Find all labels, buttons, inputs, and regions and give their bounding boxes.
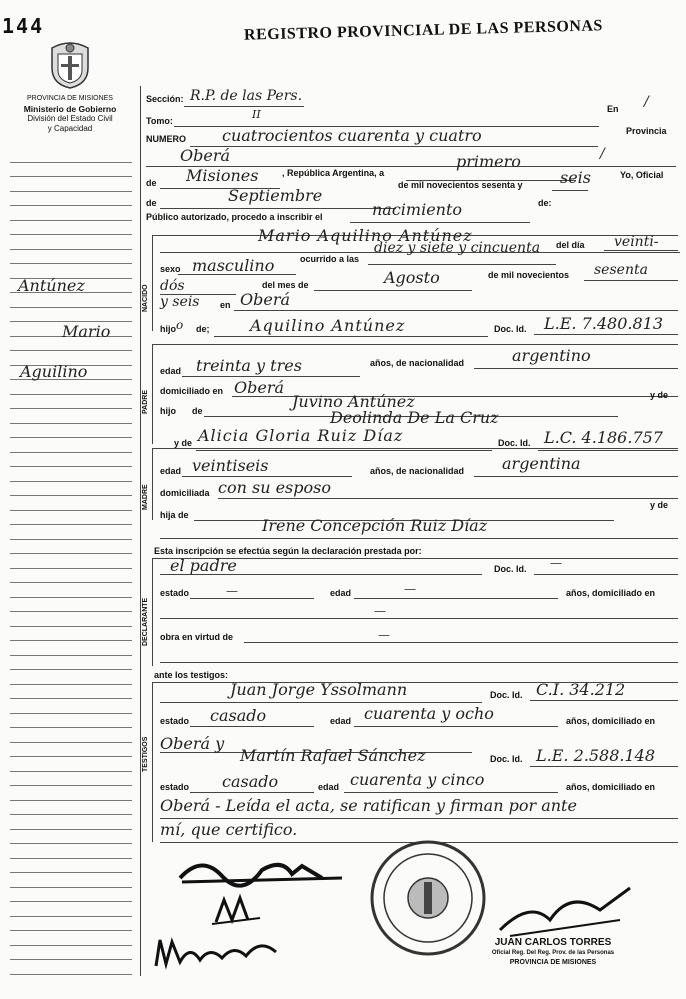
stamp-name: JUAN CARLOS TORRES bbox=[494, 937, 612, 948]
de-label: de bbox=[146, 178, 157, 188]
declarante-dom-value: — bbox=[374, 604, 386, 618]
issuer-division-2: y Capacidad bbox=[47, 124, 93, 133]
provincia-value: Misiones bbox=[186, 166, 259, 185]
de3-label: de: bbox=[538, 198, 552, 208]
issuer-division: División del Estado Civil bbox=[27, 114, 113, 123]
en-nac-label: en bbox=[220, 300, 231, 310]
testigo1-estado-label: estado bbox=[160, 716, 190, 726]
official-seal-icon bbox=[368, 838, 488, 958]
madre-nac-value: argentina bbox=[502, 454, 581, 473]
tomo-value: II bbox=[252, 108, 261, 121]
hora-value: diez y siete y cincuenta bbox=[374, 240, 541, 256]
madre-nac-label: años, de nacionalidad bbox=[370, 466, 465, 476]
testigo2-nombre: Martín Rafael Sánchez bbox=[240, 746, 426, 765]
coat-of-arms-icon bbox=[48, 40, 92, 90]
madre-doc-label: Doc. Id. bbox=[498, 438, 531, 448]
declarante-section-label: DECLARANTE bbox=[142, 597, 149, 646]
hijo-value: o bbox=[176, 318, 184, 332]
hijo-label: hijo bbox=[160, 324, 176, 334]
declarante-obra-value: — bbox=[378, 628, 390, 642]
madre-domicilio-value: con su esposo bbox=[218, 478, 331, 497]
padre-doc-value: L.E. 7.480.813 bbox=[544, 314, 663, 333]
cierre-line-2: mí, que certifico. bbox=[160, 820, 298, 839]
seccion-label: Sección: bbox=[146, 94, 184, 104]
dia2-value: dós bbox=[160, 278, 185, 294]
anio-nac-value: sesenta bbox=[594, 262, 648, 278]
declarante-edad-value: — bbox=[404, 582, 416, 596]
stamp-title: Oficial Reg. Del Reg. Prov. de las Personas bbox=[491, 950, 615, 956]
madre-section-label: MADRE bbox=[142, 484, 149, 510]
margin-divider bbox=[140, 86, 141, 976]
de2-label: de bbox=[146, 198, 157, 208]
signature-1 bbox=[172, 848, 352, 892]
testigo1-edad-label: edad bbox=[330, 716, 352, 726]
declarante-doc-label: Doc. Id. bbox=[494, 564, 527, 574]
padre-de-label: de bbox=[192, 406, 203, 416]
declarante-anios-label: años, domiciliado en bbox=[566, 588, 656, 598]
padre-padre-de: Juvino Antúnez bbox=[292, 392, 415, 411]
declarante-estado-label: estado bbox=[160, 588, 190, 598]
declarante-edad-label: edad bbox=[330, 588, 352, 598]
en-label: En bbox=[607, 104, 619, 114]
signature-2 bbox=[210, 892, 270, 928]
testigo1-estado-value: casado bbox=[210, 706, 267, 725]
signature-3 bbox=[150, 930, 290, 974]
republica-label: , República Argentina, a bbox=[282, 168, 385, 178]
testigo1-edad-value: cuarenta y ocho bbox=[364, 704, 494, 723]
padre-yde-label: y de bbox=[650, 390, 669, 400]
madre-edad-value: veintiseis bbox=[192, 456, 269, 475]
padre-hijo-label: hijo bbox=[160, 406, 176, 416]
testigo2-estado-label: estado bbox=[160, 782, 190, 792]
tomo-label: Tomo: bbox=[146, 116, 173, 126]
padre-section-label: PADRE bbox=[142, 390, 149, 414]
issuer-province: PROVINCIA DE MISIONES bbox=[27, 95, 113, 102]
stamp-province: PROVINCIA DE MISIONES bbox=[509, 959, 597, 966]
mes-nac-value: Agosto bbox=[384, 268, 440, 287]
seccion-value: R.P. de las Pers. bbox=[190, 88, 303, 104]
nacido-section-label: NACIDO bbox=[142, 284, 149, 312]
signature-4 bbox=[490, 880, 640, 940]
declarante-doc-value: — bbox=[550, 556, 562, 570]
anio-nac-label: de mil novecientos bbox=[488, 270, 570, 280]
sexo-label: sexo bbox=[160, 264, 181, 274]
testigos-section-label: TESTIGOS bbox=[142, 736, 149, 772]
padre-nac-value: argentino bbox=[512, 346, 591, 365]
madre-hija-label: hija de bbox=[160, 510, 189, 520]
publico-label: Público autorizado, procedo a inscribir el bbox=[146, 212, 323, 222]
madre-madre-de: Irene Concepción Ruiz Díaz bbox=[262, 516, 488, 535]
lugar-value: Oberá bbox=[180, 146, 231, 165]
testigo1-anios-label: años, domiciliado en bbox=[566, 716, 656, 726]
page-title: REGISTRO PROVINCIAL DE LAS PERSONAS bbox=[243, 17, 604, 44]
issuer-ministry: Ministerio de Gobierno bbox=[23, 104, 117, 114]
oficial-label: Yo, Oficial bbox=[620, 170, 664, 180]
del-dia-label: del día bbox=[556, 240, 585, 250]
testigo2-anios-label: años, domiciliado en bbox=[566, 782, 656, 792]
testigo1-nombre: Juan Jorge Yssolmann bbox=[230, 680, 408, 699]
del-mes-label: del mes de bbox=[262, 280, 309, 290]
testigo2-doc-label: Doc. Id. bbox=[490, 754, 523, 764]
testigo2-edad-label: edad bbox=[318, 782, 340, 792]
issuer-block bbox=[6, 94, 134, 134]
ocurrido-label: ocurrido a las bbox=[300, 254, 360, 264]
declarante-intro: Esta inscripción se efectúa según la declaración prestada por: bbox=[154, 546, 422, 556]
declarante-obra-label: obra en virtud de bbox=[160, 632, 234, 642]
testigo2-doc-value: L.E. 2.588.148 bbox=[536, 746, 655, 765]
testigos-intro: ante los testigos: bbox=[154, 670, 229, 680]
testigo2-edad-value: cuarenta y cinco bbox=[350, 770, 485, 789]
padre-madre-de: Deolinda De La Cruz bbox=[330, 408, 499, 427]
padre-edad-label: edad bbox=[160, 366, 182, 376]
declarante-estado-value: — bbox=[226, 584, 238, 598]
lugar-nac-value: Oberá bbox=[240, 290, 291, 309]
acto-value: nacimiento bbox=[372, 200, 463, 219]
madre-doc-value: L.C. 4.186.757 bbox=[544, 428, 663, 447]
numero-value: cuatrocientos cuarenta y cuatro bbox=[222, 126, 482, 145]
madre-domicilio-label: domiciliada bbox=[160, 488, 210, 498]
dia-nac-value: veinti- bbox=[614, 234, 659, 250]
margin-surname: Antúnez bbox=[18, 276, 85, 295]
mes-value: Septiembre bbox=[228, 186, 323, 205]
provincia-label: Provincia bbox=[626, 126, 667, 136]
anio-value: seis bbox=[560, 168, 592, 187]
madre-edad-label: edad bbox=[160, 466, 182, 476]
padre-domicilio-value: Oberá bbox=[234, 378, 285, 397]
testigo1-dom-value: Oberá y bbox=[160, 734, 225, 753]
padre-domicilio-label: domiciliado en bbox=[160, 386, 224, 396]
sexo-value: masculino bbox=[192, 256, 275, 275]
anio2-value: y seis bbox=[160, 294, 200, 310]
testigo1-doc-value: C.I. 34.212 bbox=[536, 680, 626, 699]
madre-yde2-label: y de bbox=[650, 500, 669, 510]
dia-value: primero bbox=[456, 152, 521, 171]
testigo2-estado-value: casado bbox=[222, 772, 279, 791]
anio-label: de mil novecientos sesenta y bbox=[398, 180, 523, 190]
record-number: 144 bbox=[2, 14, 45, 38]
official-stamp bbox=[478, 938, 628, 968]
madre-yde-label: y de bbox=[174, 438, 193, 448]
de-nac-label: de; bbox=[196, 324, 210, 334]
padre-edad-value: treinta y tres bbox=[196, 356, 302, 375]
margin-middlename: Aguilino bbox=[20, 362, 88, 381]
declarante-por-value: el padre bbox=[170, 556, 237, 575]
testigo1-doc-label: Doc. Id. bbox=[490, 690, 523, 700]
madre-nombre: Alicia Gloria Ruiz Díaz bbox=[198, 426, 404, 445]
padre-nac-label: años, de nacionalidad bbox=[370, 358, 465, 368]
margin-firstname: Mario bbox=[62, 322, 111, 341]
padre-doc-label: Doc. Id. bbox=[494, 324, 527, 334]
cierre-line-1: Oberá - Leída el acta, se ratifican y firman por ante bbox=[160, 796, 577, 815]
padre-nombre: Aquilino Antúnez bbox=[250, 316, 406, 335]
numero-label: NUMERO bbox=[146, 134, 186, 144]
nacido-nombre: Mario Aquilino Antúnez bbox=[258, 226, 473, 245]
